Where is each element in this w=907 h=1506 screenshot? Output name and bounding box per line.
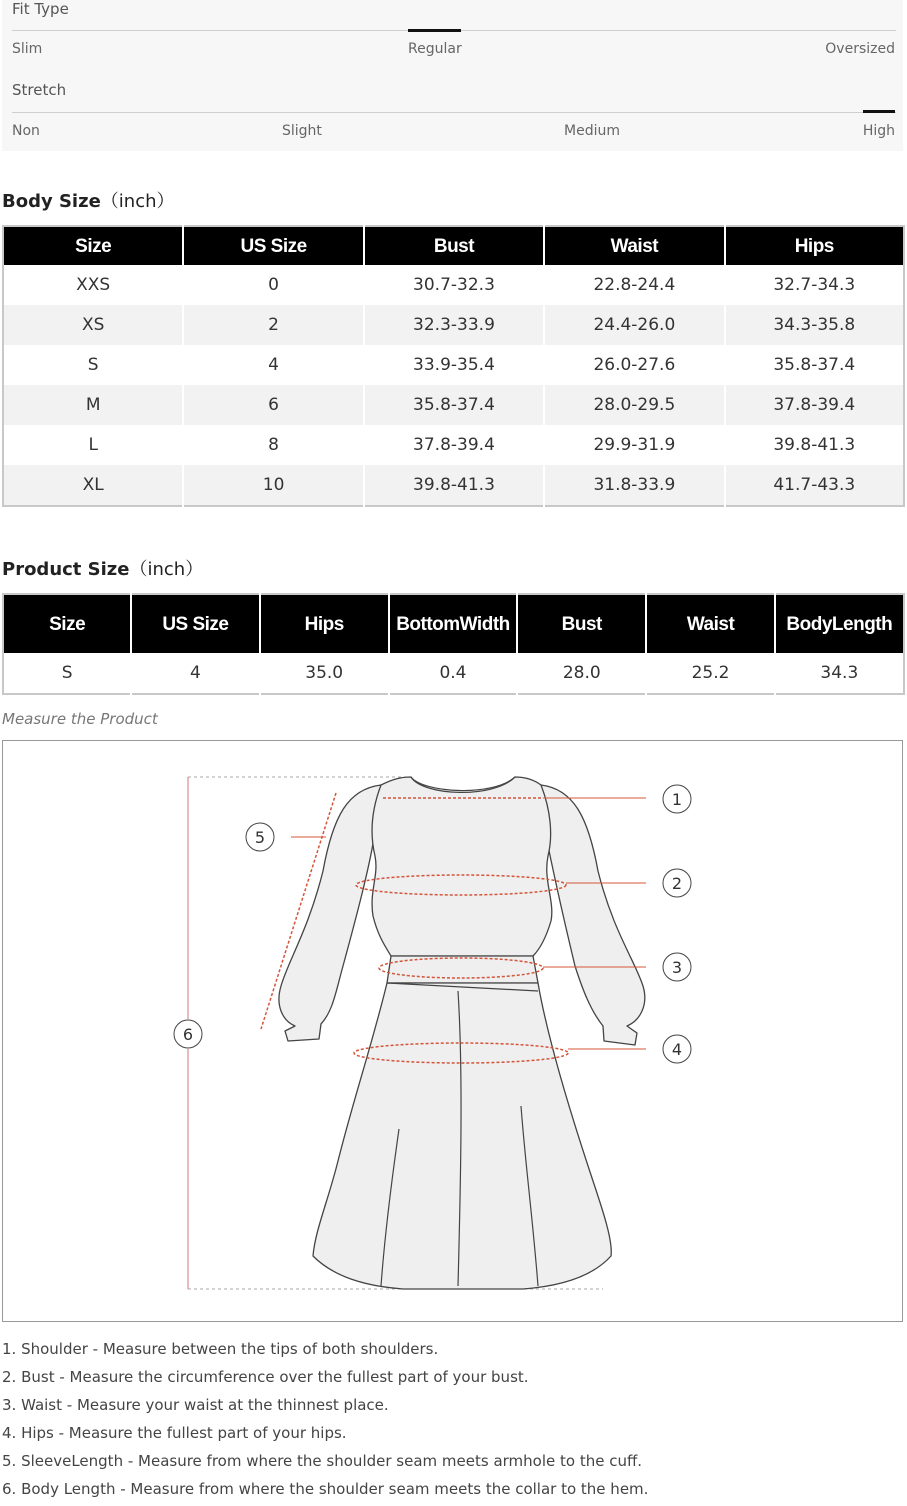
- measurement-diagram: [2, 740, 903, 1322]
- product-size-header-size: Size: [3, 594, 131, 653]
- table-cell: 33.9-35.4: [364, 345, 544, 385]
- stretch-selected-marker: [863, 110, 895, 113]
- table-cell: XL: [3, 465, 183, 506]
- table-cell: 0: [183, 265, 363, 305]
- body-size-header-waist: Waist: [544, 226, 724, 265]
- body-size-header-hips: Hips: [725, 226, 904, 265]
- table-cell: L: [88, 435, 98, 455]
- table-cell: XS: [3, 305, 183, 345]
- table-cell: XXS: [76, 275, 111, 295]
- fit-type-option-oversized: Oversized: [825, 41, 895, 57]
- table-cell: 32.3-33.9: [364, 305, 544, 345]
- note-waist: 3. Waist - Measure your waist at the thinnest place.: [2, 1396, 389, 1414]
- stretch-track: [12, 112, 896, 113]
- product-size-header-waist: Waist: [646, 594, 774, 653]
- product-size-header-us-size: US Size: [131, 594, 259, 653]
- stretch-option-slight: Slight: [282, 123, 322, 139]
- table-row: [3, 653, 904, 694]
- dress-shape: [279, 777, 645, 1289]
- table-cell: S: [61, 663, 73, 683]
- table-cell: 29.9-31.9: [544, 425, 724, 465]
- body-size-header-bust: Bust: [364, 226, 544, 265]
- marker-3-label: 3: [671, 958, 683, 977]
- table-cell: 4: [183, 345, 363, 385]
- marker-4-label: 4: [671, 1040, 683, 1059]
- dress-illustration: [3, 741, 904, 1323]
- table-cell: 41.7-43.3: [725, 465, 904, 506]
- product-size-table: [2, 593, 905, 695]
- product-size-title-text: Product Size: [2, 559, 130, 580]
- table-cell: 35.8-37.4: [725, 345, 904, 385]
- table-row: [3, 265, 904, 305]
- table-cell: 31.8-33.9: [544, 465, 724, 506]
- marker-4: [663, 1035, 691, 1063]
- table-cell: 28.0-29.5: [544, 385, 724, 425]
- body-size-unit: （inch）: [100, 191, 175, 212]
- body-size-header-row: [3, 226, 904, 265]
- product-size-header-row: [3, 594, 904, 653]
- body-size-header-size: Size: [3, 226, 183, 265]
- table-row: [3, 345, 904, 385]
- marker-1: [663, 785, 691, 813]
- table-cell: 28.0: [517, 653, 646, 694]
- table-cell: 37.8-39.4: [725, 385, 904, 425]
- table-cell: 39.8-41.3: [725, 425, 904, 465]
- note-shoulder: 1. Shoulder - Measure between the tips of both shoulders.: [2, 1340, 439, 1358]
- body-size-table: [2, 225, 905, 507]
- table-cell: 34.3: [775, 653, 904, 694]
- product-size-header-body-length: BodyLength: [775, 594, 904, 653]
- note-hips: 4. Hips - Measure the fullest part of your hips.: [2, 1424, 347, 1442]
- table-cell: 6: [183, 385, 363, 425]
- marker-6-label: 6: [182, 1025, 194, 1044]
- stretch-label: Stretch: [12, 81, 67, 99]
- stretch-option-non: Non: [12, 123, 40, 139]
- fit-type-option-regular: Regular: [408, 41, 462, 57]
- table-cell: 24.4-26.0: [544, 305, 724, 345]
- table-row: [3, 465, 904, 506]
- table-cell: 8: [183, 425, 363, 465]
- table-cell: 39.8-41.3: [364, 465, 544, 506]
- table-row: [3, 425, 904, 465]
- product-size-unit: （inch）: [129, 559, 204, 580]
- measurement-notes: [2, 1338, 902, 1506]
- table-cell: 25.2: [646, 653, 774, 694]
- body-size-title-text: Body Size: [2, 191, 101, 212]
- table-cell: 0.4: [389, 653, 517, 694]
- table-cell: 4: [131, 653, 259, 694]
- measure-caption: Measure the Product: [2, 710, 158, 728]
- table-cell: 22.8-24.4: [544, 265, 724, 305]
- product-size-title: [2, 555, 203, 581]
- product-size-header-hips: Hips: [260, 594, 389, 653]
- table-cell: 26.0-27.6: [544, 345, 724, 385]
- table-row: [3, 305, 904, 345]
- table-cell: M: [3, 385, 183, 425]
- product-size-header-bust: Bust: [517, 594, 646, 653]
- table-cell: 32.7-34.3: [725, 265, 904, 305]
- marker-5: [246, 823, 274, 851]
- table-cell: 34.3-35.8: [725, 305, 904, 345]
- table-cell: S: [87, 355, 99, 375]
- body-size-header-us-size: US Size: [183, 226, 363, 265]
- marker-6: [174, 1020, 202, 1048]
- fit-type-selected-marker: [408, 29, 461, 32]
- body-size-title: [2, 187, 175, 213]
- table-cell: 37.8-39.4: [364, 425, 544, 465]
- marker-3: [663, 953, 691, 981]
- marker-2-label: 2: [671, 874, 683, 893]
- note-body-length: 6. Body Length - Measure from where the shoulder seam meets the collar to the hem.: [2, 1480, 649, 1498]
- table-cell: 30.7-32.3: [364, 265, 544, 305]
- table-cell: 35.8-37.4: [364, 385, 544, 425]
- table-row: [3, 385, 904, 425]
- note-bust: 2. Bust - Measure the circumference over the fullest part of your bust.: [2, 1368, 529, 1386]
- table-cell: 35.0: [260, 653, 389, 694]
- table-cell: 2: [183, 305, 363, 345]
- product-size-header-bottom-width: BottomWidth: [389, 594, 517, 653]
- stretch-option-medium: Medium: [564, 123, 620, 139]
- marker-5-label: 5: [254, 828, 266, 847]
- fit-type-label: Fit Type: [12, 0, 69, 18]
- stretch-option-high: High: [862, 123, 895, 139]
- table-cell: 10: [183, 465, 363, 506]
- marker-2: [663, 869, 691, 897]
- marker-1-label: 1: [671, 790, 683, 809]
- fit-panel: [2, 0, 903, 151]
- fit-type-option-slim: Slim: [12, 41, 43, 57]
- note-sleeve-length: 5. SleeveLength - Measure from where the shoulder seam meets armhole to the cuff.: [2, 1452, 643, 1470]
